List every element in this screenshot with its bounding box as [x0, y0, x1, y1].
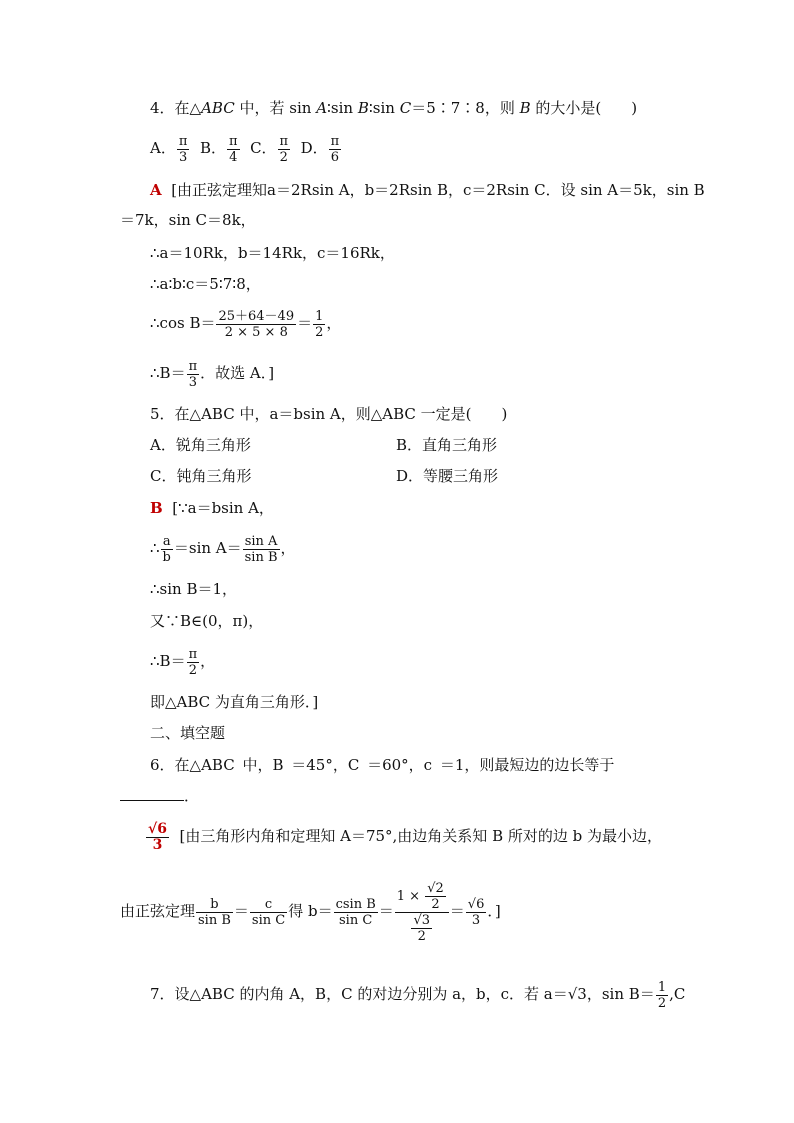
q4-options — [150, 130, 342, 166]
q5-answer: B — [150, 499, 163, 517]
q4-sep2: ∶sin — [368, 99, 400, 117]
q4-c: C — [399, 99, 412, 117]
q4-sol1: [由正弦定理知a＝2Rsin A，b＝2Rsin B，c＝2Rsin C．设 sin A＝5k，sin B — [171, 181, 705, 199]
q6-stem: 6．在△ABC 中，B ＝45°，C ＝60°，c ＝1，则最短边的边长等于 — [150, 756, 615, 774]
q6-blank: ． — [120, 786, 199, 806]
q4-sep1: ∶sin — [327, 99, 358, 117]
q5-solution-line3: ∴sin B＝1， — [150, 580, 238, 598]
q4-stem — [150, 98, 637, 118]
q5-solution-line4: 又∵B∈(0，π)， — [150, 612, 264, 630]
section-heading: 二、填空题 — [150, 724, 226, 742]
q4-ratio: ＝5∶7∶8，则 — [411, 99, 520, 117]
q4-solution-line3: ∴a∶b∶c＝5∶7∶8， — [150, 275, 261, 293]
q4-option-a: A． $\frac{\pi}{3}$ — [150, 133, 188, 165]
q7-stem: 7．设△ABC 的内角 A，B，C 的对边分别为 a，b，c．若 a＝√3，sin B＝ $\frac{1}{2}$ ,C — [150, 979, 686, 1011]
q5-option-d: D．等腰三角形 — [396, 467, 499, 485]
q5-solution-line1: B [∵a＝bsin A， — [150, 499, 274, 517]
q6-solution-line2: 由正弦定理 $\frac{b}{\text{sin B}}$ ＝ $\frac{c}{\text{sin C}}$ 得 b＝ $\frac{\text{csin B}}{\text{sin C}}$ ＝ 1 × $\frac{√2}{2}$ $\frac{√3}{2}$ ＝ $\frac{√6}{3}$ ．] — [120, 880, 501, 944]
q6-answer: $\frac{√6}{3}$ — [148, 820, 167, 853]
q5-option-c: C．钝角三角形 — [150, 467, 252, 485]
q6-compound-fraction: 1 × $\frac{√2}{2}$ $\frac{√3}{2}$ — [395, 881, 449, 944]
q4-b2: B — [519, 99, 531, 117]
q4-triangle: ABC — [201, 99, 235, 117]
q4-solution-line5: ∴B＝ $\frac{\pi}{3}$ ．故选 A．] — [150, 358, 275, 390]
q4-b: B — [357, 99, 369, 117]
q5-solution-line6: 即△ABC 为直角三角形．] — [150, 693, 319, 711]
q4-solution-line1 — [150, 180, 705, 200]
q4-solution-line1b: ＝7k，sin C＝8k， — [120, 211, 256, 229]
q4-option-b: B． $\frac{\pi}{4}$ — [199, 133, 238, 165]
q4-solution-line4: ∴cos B＝ $\frac{25+64-49}{2 \times 5 \times 8}$ ＝ $\frac{1}{2}$ ， — [150, 308, 342, 340]
q4-tail: 的大小是( ) — [530, 99, 638, 117]
q4-option-c: C． $\frac{\pi}{2}$ — [250, 133, 289, 165]
q4-option-d: D． $\frac{\pi}{6}$ — [300, 133, 340, 165]
q4-a: A — [316, 99, 328, 117]
q4-mid: 中，若 sin — [234, 99, 317, 117]
q6-solution-line1: $\frac{√6}{3}$ [由三角形内角和定理知 A＝75°,由边角关系知 B 所对的边 b 为最小边， — [148, 820, 663, 853]
q5-option-a: A．锐角三角形 — [150, 436, 251, 454]
q4-prefix: 4．在△ — [150, 99, 202, 117]
q4-solution-line2: ∴a＝10Rk，b＝14Rk，c＝16Rk， — [150, 244, 395, 262]
q5-solution-line2: ∴ $\frac{a}{b}$ ＝sin A＝ $\frac{\text{sin A}}{\text{sin B}}$ ， — [150, 533, 296, 565]
answer-blank — [120, 786, 184, 801]
q5-stem: 5．在△ABC 中，a＝bsin A，则△ABC 一定是( ) — [150, 405, 508, 423]
q5-solution-line5: ∴B＝ $\frac{\pi}{2}$ ， — [150, 646, 216, 678]
q4-answer: A — [150, 181, 162, 199]
q5-option-b: B．直角三角形 — [396, 436, 498, 454]
